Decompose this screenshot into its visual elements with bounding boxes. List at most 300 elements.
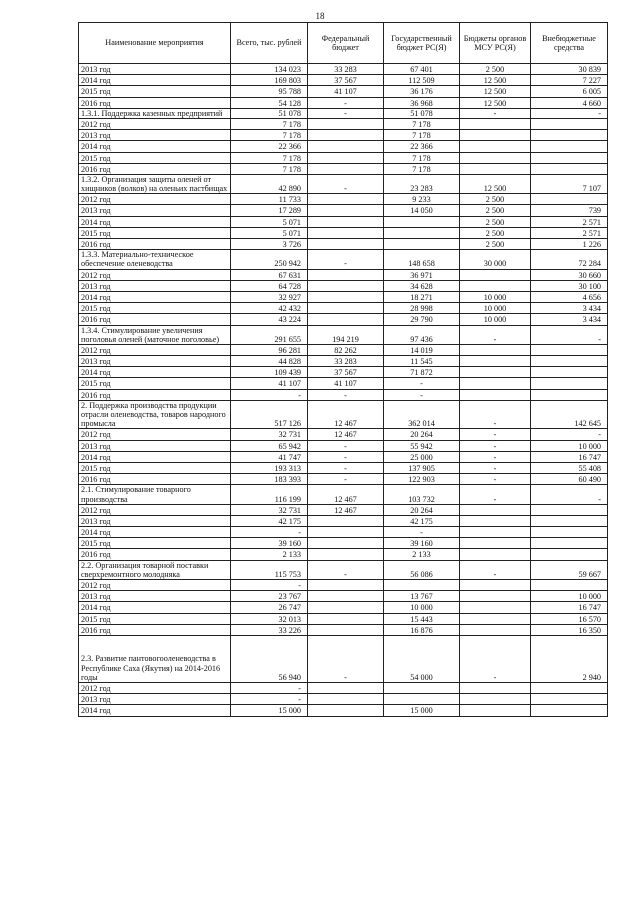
- cell-name: 1.3.1. Поддержка казенных предприятий: [79, 108, 231, 118]
- cell-extra: 16 570: [531, 613, 608, 624]
- header-federal: Федеральный бюджет: [308, 23, 384, 64]
- cell-extra: 7 227: [531, 75, 608, 86]
- table-row: [79, 291, 608, 302]
- cell-extra: [531, 515, 608, 526]
- cell-name: 2015 год: [79, 227, 231, 238]
- cell-name: 2015 год: [79, 152, 231, 163]
- cell-federal: [308, 280, 384, 291]
- cell-name: 2015 год: [79, 86, 231, 97]
- cell-republic: [384, 216, 460, 227]
- cell-extra: 1 226: [531, 239, 608, 250]
- cell-republic: 10 000: [384, 602, 460, 613]
- cell-msu: [460, 504, 531, 515]
- cell-total: 193 313: [231, 462, 308, 473]
- cell-msu: [460, 344, 531, 355]
- cell-name: 2012 год: [79, 580, 231, 591]
- cell-name: 2012 год: [79, 269, 231, 280]
- cell-name: 2014 год: [79, 141, 231, 152]
- cell-total: -: [231, 389, 308, 400]
- cell-federal: 41 107: [308, 378, 384, 389]
- cell-msu: 2 500: [460, 216, 531, 227]
- table-row: [79, 303, 608, 314]
- cell-republic: 71 872: [384, 367, 460, 378]
- cell-republic: 13 767: [384, 591, 460, 602]
- cell-extra: 16 747: [531, 602, 608, 613]
- table-row: [79, 378, 608, 389]
- cell-federal: [308, 205, 384, 216]
- cell-total: 2 133: [231, 549, 308, 560]
- cell-total: 44 828: [231, 356, 308, 367]
- cell-name: 2013 год: [79, 130, 231, 141]
- table-row: [79, 451, 608, 462]
- cell-total: 17 289: [231, 205, 308, 216]
- cell-msu: [460, 527, 531, 538]
- cell-federal: 33 283: [308, 356, 384, 367]
- cell-msu: -: [460, 485, 531, 504]
- cell-federal: 37 567: [308, 367, 384, 378]
- cell-msu: 12 500: [460, 97, 531, 108]
- cell-republic: 28 998: [384, 303, 460, 314]
- cell-federal: -: [308, 474, 384, 485]
- cell-republic: 34 628: [384, 280, 460, 291]
- cell-name: 2014 год: [79, 705, 231, 716]
- table-row: [79, 152, 608, 163]
- cell-republic: [384, 682, 460, 693]
- cell-total: 291 655: [231, 325, 308, 344]
- cell-republic: 20 264: [384, 504, 460, 515]
- cell-total: 51 078: [231, 108, 308, 118]
- cell-name: 2016 год: [79, 97, 231, 108]
- cell-total: 33 226: [231, 624, 308, 635]
- cell-name: 2012 год: [79, 682, 231, 693]
- cell-name: 2013 год: [79, 515, 231, 526]
- cell-extra: 30 660: [531, 269, 608, 280]
- table-row: [79, 314, 608, 325]
- cell-federal: [308, 239, 384, 250]
- cell-total: 3 726: [231, 239, 308, 250]
- cell-name: 2013 год: [79, 694, 231, 705]
- cell-federal: -: [308, 451, 384, 462]
- table-row: [79, 130, 608, 141]
- cell-federal: [308, 613, 384, 624]
- cell-total: 109 439: [231, 367, 308, 378]
- cell-federal: [308, 591, 384, 602]
- cell-name: 2.2. Организация товарной поставки сверхремонтного молодняка: [79, 560, 231, 579]
- cell-extra: [531, 580, 608, 591]
- cell-total: 517 126: [231, 400, 308, 429]
- cell-total: 7 178: [231, 163, 308, 174]
- cell-federal: [308, 705, 384, 716]
- cell-republic: 7 178: [384, 118, 460, 129]
- cell-msu: [460, 378, 531, 389]
- cell-msu: [460, 580, 531, 591]
- table-row: [79, 580, 608, 591]
- cell-republic: 25 000: [384, 451, 460, 462]
- table-row: [79, 227, 608, 238]
- cell-extra: 10 000: [531, 591, 608, 602]
- cell-msu: 2 500: [460, 194, 531, 205]
- cell-total: 7 178: [231, 118, 308, 129]
- table-row: [79, 538, 608, 549]
- cell-republic: 23 283: [384, 174, 460, 193]
- cell-msu: -: [460, 440, 531, 451]
- cell-name: 2014 год: [79, 527, 231, 538]
- table-row: [79, 367, 608, 378]
- cell-total: 41 747: [231, 451, 308, 462]
- cell-name: 2016 год: [79, 163, 231, 174]
- cell-federal: 82 262: [308, 344, 384, 355]
- cell-extra: [531, 130, 608, 141]
- cell-msu: [460, 705, 531, 716]
- cell-name: 2012 год: [79, 429, 231, 440]
- cell-republic: 36 968: [384, 97, 460, 108]
- cell-extra: [531, 538, 608, 549]
- cell-extra: [531, 163, 608, 174]
- cell-msu: [460, 515, 531, 526]
- cell-republic: 7 178: [384, 130, 460, 141]
- cell-extra: [531, 549, 608, 560]
- cell-name: 2012 год: [79, 344, 231, 355]
- cell-total: 250 942: [231, 250, 308, 269]
- cell-total: 54 128: [231, 97, 308, 108]
- table-row: [79, 705, 608, 716]
- cell-extra: 72 284: [531, 250, 608, 269]
- cell-federal: [308, 291, 384, 302]
- cell-federal: [308, 269, 384, 280]
- cell-federal: [308, 682, 384, 693]
- cell-name: 2012 год: [79, 504, 231, 515]
- cell-republic: 148 658: [384, 250, 460, 269]
- cell-name: 1.3.3. Материально-техническое обеспечение оленеводства: [79, 250, 231, 269]
- cell-republic: 7 178: [384, 152, 460, 163]
- cell-federal: [308, 549, 384, 560]
- cell-msu: [460, 152, 531, 163]
- cell-total: 26 747: [231, 602, 308, 613]
- cell-name: 2013 год: [79, 64, 231, 75]
- cell-extra: 2 571: [531, 227, 608, 238]
- cell-extra: 739: [531, 205, 608, 216]
- cell-extra: -: [531, 108, 608, 118]
- cell-extra: -: [531, 429, 608, 440]
- cell-extra: [531, 141, 608, 152]
- table-row: [79, 613, 608, 624]
- table-row: [79, 504, 608, 515]
- cell-extra: 2 571: [531, 216, 608, 227]
- table-row: [79, 682, 608, 693]
- cell-extra: [531, 344, 608, 355]
- cell-federal: -: [308, 440, 384, 451]
- cell-name: 1.3.4. Стимулирование увеличения поголовья оленей (маточное поголовье): [79, 325, 231, 344]
- cell-republic: 36 971: [384, 269, 460, 280]
- cell-extra: 7 107: [531, 174, 608, 193]
- cell-total: 32 731: [231, 504, 308, 515]
- cell-federal: 33 283: [308, 64, 384, 75]
- table-row-section: [79, 325, 608, 344]
- cell-extra: 142 645: [531, 400, 608, 429]
- cell-extra: [531, 389, 608, 400]
- cell-republic: 55 942: [384, 440, 460, 451]
- cell-republic: -: [384, 527, 460, 538]
- cell-federal: -: [308, 97, 384, 108]
- cell-federal: [308, 624, 384, 635]
- cell-msu: -: [460, 635, 531, 682]
- cell-republic: [384, 580, 460, 591]
- cell-total: 7 178: [231, 152, 308, 163]
- cell-republic: 20 264: [384, 429, 460, 440]
- cell-total: 32 927: [231, 291, 308, 302]
- cell-extra: 4 656: [531, 291, 608, 302]
- cell-total: 22 366: [231, 141, 308, 152]
- header-msu: Бюджеты органов МСУ РС(Я): [460, 23, 531, 64]
- cell-msu: 2 500: [460, 239, 531, 250]
- cell-federal: [308, 227, 384, 238]
- cell-republic: 18 271: [384, 291, 460, 302]
- table-row-section: [79, 560, 608, 579]
- table-row: [79, 344, 608, 355]
- cell-msu: -: [460, 325, 531, 344]
- cell-msu: [460, 141, 531, 152]
- cell-republic: 103 732: [384, 485, 460, 504]
- cell-name: 2016 год: [79, 314, 231, 325]
- cell-msu: 2 500: [460, 64, 531, 75]
- cell-federal: 12 467: [308, 400, 384, 429]
- cell-extra: 30 100: [531, 280, 608, 291]
- table-row: [79, 239, 608, 250]
- cell-federal: [308, 538, 384, 549]
- cell-republic: 39 160: [384, 538, 460, 549]
- cell-total: 65 942: [231, 440, 308, 451]
- cell-total: 134 023: [231, 64, 308, 75]
- table-row: [79, 216, 608, 227]
- cell-name: 2014 год: [79, 602, 231, 613]
- cell-republic: 362 014: [384, 400, 460, 429]
- cell-msu: [460, 356, 531, 367]
- table-row: [79, 515, 608, 526]
- cell-msu: 12 500: [460, 174, 531, 193]
- header-total: Всего, тыс. рублей: [231, 23, 308, 64]
- cell-total: 11 733: [231, 194, 308, 205]
- cell-federal: [308, 130, 384, 141]
- cell-total: 32 731: [231, 429, 308, 440]
- header-republic: Государственный бюджет РС(Я): [384, 23, 460, 64]
- cell-msu: [460, 591, 531, 602]
- cell-republic: 14 050: [384, 205, 460, 216]
- cell-federal: [308, 216, 384, 227]
- table-row: [79, 694, 608, 705]
- cell-total: -: [231, 694, 308, 705]
- cell-total: 32 013: [231, 613, 308, 624]
- cell-total: -: [231, 527, 308, 538]
- table-row-section: [79, 250, 608, 269]
- cell-extra: 16 350: [531, 624, 608, 635]
- cell-federal: -: [308, 462, 384, 473]
- cell-msu: [460, 163, 531, 174]
- budget-table: [78, 22, 608, 717]
- table-row: [79, 75, 608, 86]
- cell-name: 2. Поддержка производства продукции отрасли оленеводства, товаров народного промысла: [79, 400, 231, 429]
- cell-federal: [308, 580, 384, 591]
- cell-republic: [384, 239, 460, 250]
- cell-extra: 60 490: [531, 474, 608, 485]
- cell-extra: 3 434: [531, 314, 608, 325]
- table-row: [79, 356, 608, 367]
- cell-federal: 12 467: [308, 504, 384, 515]
- table-row: [79, 624, 608, 635]
- cell-total: 183 393: [231, 474, 308, 485]
- cell-msu: 12 500: [460, 75, 531, 86]
- cell-republic: 36 176: [384, 86, 460, 97]
- cell-msu: 10 000: [460, 314, 531, 325]
- cell-name: 2014 год: [79, 216, 231, 227]
- cell-republic: [384, 227, 460, 238]
- cell-republic: 15 443: [384, 613, 460, 624]
- cell-extra: [531, 504, 608, 515]
- cell-republic: 16 876: [384, 624, 460, 635]
- cell-total: 7 178: [231, 130, 308, 141]
- cell-extra: [531, 694, 608, 705]
- table-row: [79, 163, 608, 174]
- cell-name: 2016 год: [79, 474, 231, 485]
- cell-msu: [460, 682, 531, 693]
- cell-name: 1.3.2. Организация защиты оленей от хищников (волков) на оленьих пастбищах: [79, 174, 231, 193]
- cell-republic: 122 903: [384, 474, 460, 485]
- table-row-section: [79, 635, 608, 682]
- cell-msu: -: [460, 560, 531, 579]
- cell-republic: 9 233: [384, 194, 460, 205]
- cell-name: 2.3. Развитие пантовогооленеводства в Республике Саха (Якутия) на 2014-2016 годы: [79, 635, 231, 682]
- cell-name: 2013 год: [79, 440, 231, 451]
- cell-name: 2015 год: [79, 378, 231, 389]
- cell-republic: 7 178: [384, 163, 460, 174]
- cell-name: 2013 год: [79, 356, 231, 367]
- cell-name: 2015 год: [79, 303, 231, 314]
- cell-extra: 6 005: [531, 86, 608, 97]
- table-row: [79, 389, 608, 400]
- table-row: [79, 474, 608, 485]
- cell-extra: -: [531, 325, 608, 344]
- cell-federal: [308, 303, 384, 314]
- cell-name: 2012 год: [79, 194, 231, 205]
- table-row-section: [79, 174, 608, 193]
- cell-name: 2014 год: [79, 367, 231, 378]
- cell-federal: [308, 118, 384, 129]
- cell-msu: [460, 118, 531, 129]
- cell-name: 2014 год: [79, 291, 231, 302]
- cell-total: 42 890: [231, 174, 308, 193]
- cell-federal: [308, 141, 384, 152]
- cell-federal: [308, 163, 384, 174]
- cell-extra: 3 434: [531, 303, 608, 314]
- cell-republic: 42 175: [384, 515, 460, 526]
- cell-total: 96 281: [231, 344, 308, 355]
- cell-total: 43 224: [231, 314, 308, 325]
- cell-extra: 59 667: [531, 560, 608, 579]
- cell-msu: 2 500: [460, 227, 531, 238]
- cell-msu: [460, 280, 531, 291]
- table-row: [79, 527, 608, 538]
- cell-extra: [531, 118, 608, 129]
- cell-name: 2.1. Стимулирование товарного производства: [79, 485, 231, 504]
- cell-msu: 30 000: [460, 250, 531, 269]
- cell-name: 2016 год: [79, 624, 231, 635]
- cell-federal: [308, 152, 384, 163]
- cell-msu: [460, 694, 531, 705]
- table-row: [79, 64, 608, 75]
- cell-total: 95 788: [231, 86, 308, 97]
- cell-msu: -: [460, 474, 531, 485]
- cell-republic: -: [384, 378, 460, 389]
- cell-msu: 10 000: [460, 303, 531, 314]
- cell-federal: 12 467: [308, 429, 384, 440]
- cell-federal: [308, 314, 384, 325]
- cell-msu: [460, 538, 531, 549]
- table-header-row: [79, 23, 608, 64]
- table-row: [79, 86, 608, 97]
- cell-extra: -: [531, 485, 608, 504]
- cell-msu: [460, 269, 531, 280]
- cell-msu: [460, 549, 531, 560]
- cell-total: 42 175: [231, 515, 308, 526]
- cell-extra: 10 000: [531, 440, 608, 451]
- cell-federal: -: [308, 250, 384, 269]
- cell-federal: 41 107: [308, 86, 384, 97]
- cell-name: 2014 год: [79, 75, 231, 86]
- cell-extra: 2 940: [531, 635, 608, 682]
- header-extra: Внебюджетные средства: [531, 23, 608, 64]
- cell-republic: 51 078: [384, 108, 460, 118]
- cell-republic: 22 366: [384, 141, 460, 152]
- cell-federal: [308, 694, 384, 705]
- cell-republic: -: [384, 389, 460, 400]
- cell-extra: 4 660: [531, 97, 608, 108]
- cell-republic: 97 436: [384, 325, 460, 344]
- cell-total: 15 000: [231, 705, 308, 716]
- cell-total: 23 767: [231, 591, 308, 602]
- page-number: 18: [315, 11, 325, 21]
- cell-extra: [531, 527, 608, 538]
- cell-name: 2015 год: [79, 538, 231, 549]
- cell-msu: -: [460, 108, 531, 118]
- cell-extra: [531, 378, 608, 389]
- cell-msu: -: [460, 462, 531, 473]
- table-row: [79, 205, 608, 216]
- cell-msu: -: [460, 429, 531, 440]
- table-row: [79, 269, 608, 280]
- cell-federal: -: [308, 108, 384, 118]
- cell-federal: 37 567: [308, 75, 384, 86]
- cell-republic: 14 019: [384, 344, 460, 355]
- cell-name: 2013 год: [79, 591, 231, 602]
- cell-total: 41 107: [231, 378, 308, 389]
- cell-msu: 10 000: [460, 291, 531, 302]
- cell-total: 116 199: [231, 485, 308, 504]
- cell-total: 64 728: [231, 280, 308, 291]
- table-row: [79, 141, 608, 152]
- cell-republic: 2 133: [384, 549, 460, 560]
- cell-total: 115 753: [231, 560, 308, 579]
- table-row: [79, 429, 608, 440]
- cell-federal: [308, 602, 384, 613]
- cell-msu: [460, 367, 531, 378]
- cell-republic: 29 790: [384, 314, 460, 325]
- cell-extra: [531, 705, 608, 716]
- cell-extra: [531, 356, 608, 367]
- cell-federal: -: [308, 389, 384, 400]
- cell-extra: 55 408: [531, 462, 608, 473]
- cell-msu: [460, 613, 531, 624]
- cell-msu: 2 500: [460, 205, 531, 216]
- table-row: [79, 118, 608, 129]
